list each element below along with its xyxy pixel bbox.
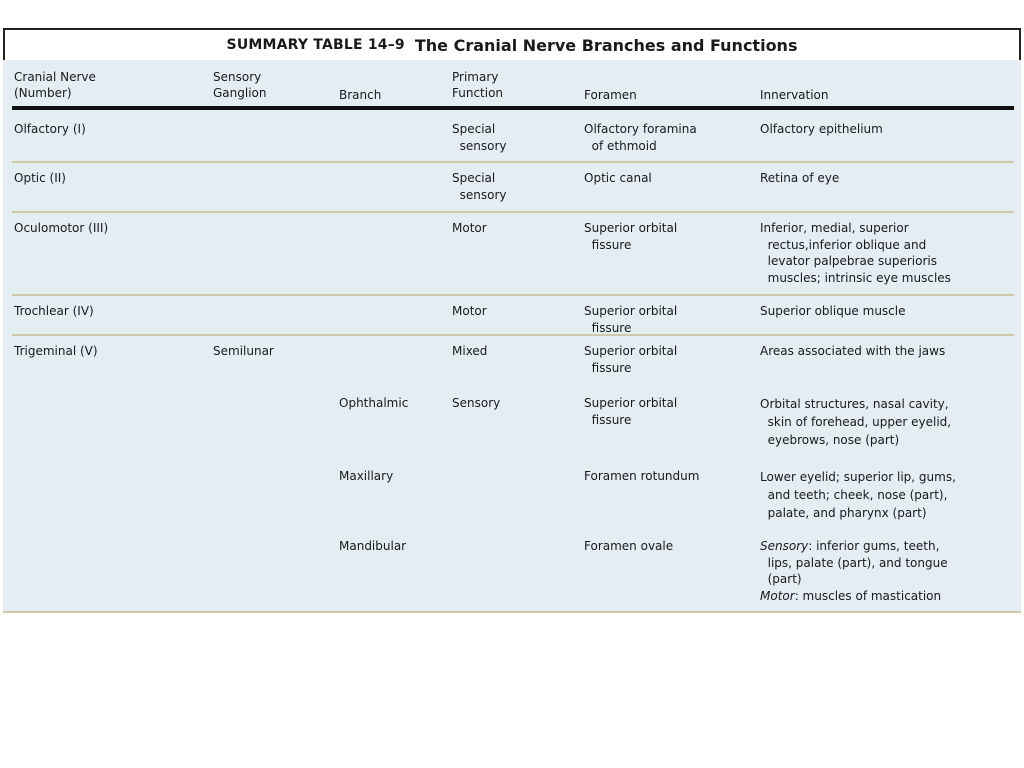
- motor-label: Motor: [760, 588, 795, 603]
- row-trochlear-nerve: Trochlear (IV): [14, 304, 94, 318]
- row-optic-innervation: Retina of eye: [760, 171, 840, 185]
- row-trigeminal-innervation: Areas associated with the jaws: [760, 344, 946, 358]
- row-optic-nerve: Optic (II): [14, 171, 66, 185]
- row-trigeminal-ganglion: Semilunar: [213, 344, 274, 358]
- row-maxillary-branch: Maxillary: [339, 469, 394, 483]
- row-divider: [12, 334, 1014, 336]
- row-optic-foramen: Optic canal: [584, 171, 652, 185]
- row-mandibular-innervation: [760, 538, 948, 604]
- row-ophthalmic-function: Sensory: [452, 396, 501, 410]
- header-foramen: Foramen: [584, 88, 637, 102]
- row-trigeminal-function: Mixed: [452, 344, 488, 358]
- row-trochlear-innervation: Superior oblique muscle: [760, 304, 906, 318]
- motor-text: : muscles of mastication: [794, 588, 942, 603]
- header-innervation: Innervation: [760, 88, 829, 102]
- row-oculomotor-function: Motor: [452, 221, 487, 235]
- table-title-bar: [3, 28, 1021, 60]
- row-trigeminal-foramen: Superior orbital fissure: [584, 344, 678, 375]
- row-optic-function: Special sensory: [452, 171, 507, 202]
- table-bottom-rule: [3, 611, 1021, 613]
- row-olfactory-nerve: Olfactory (I): [14, 122, 86, 136]
- row-ophthalmic-foramen: Superior orbital fissure: [584, 396, 678, 427]
- row-oculomotor-nerve: Oculomotor (III): [14, 221, 109, 235]
- header-sensory-ganglion: Sensory Ganglion: [213, 70, 267, 100]
- row-trochlear-foramen: Superior orbital fissure: [584, 304, 678, 335]
- header-primary-function: Primary Function: [452, 70, 504, 100]
- row-oculomotor-innervation: Inferior, medial, superior rectus,inferior oblique and levator palpebrae superioris muscles; intrinsic eye muscles: [760, 221, 951, 285]
- row-olfactory-innervation: Olfactory epithelium: [760, 122, 883, 136]
- header-rule: [12, 106, 1014, 110]
- sensory-label: Sensory: [760, 539, 809, 553]
- header-cranial-nerve: Cranial Nerve (Number): [14, 70, 96, 100]
- row-divider: [12, 211, 1014, 213]
- header-branch: Branch: [339, 88, 382, 102]
- row-olfactory-foramen: Olfactory foramina of ethmoid: [584, 122, 697, 153]
- table-title: The Cranial Nerve Branches and Functions: [414, 35, 798, 55]
- row-divider: [12, 294, 1014, 296]
- summary-table: [3, 28, 1021, 613]
- row-maxillary-foramen: Foramen rotundum: [584, 469, 700, 483]
- row-maxillary-innervation: Lower eyelid; superior lip, gums, and teeth; cheek, nose (part), palate, and pharynx (part): [760, 470, 956, 520]
- row-ophthalmic-innervation: Orbital structures, nasal cavity, skin of forehead, upper eyelid, eyebrows, nose (part): [760, 397, 952, 447]
- row-trigeminal-nerve: Trigeminal (V): [14, 344, 98, 358]
- row-olfactory-function: Special sensory: [452, 122, 507, 153]
- table-number: SUMMARY TABLE 14–9: [226, 37, 405, 53]
- row-ophthalmic-branch: Ophthalmic: [339, 396, 409, 410]
- row-trochlear-function: Motor: [452, 304, 487, 318]
- row-divider: [12, 161, 1014, 163]
- sensory-text: : inferior gums, teeth, lips, palate (part), and tongue (part): [767, 539, 948, 586]
- row-mandibular-branch: Mandibular: [339, 539, 407, 553]
- row-mandibular-foramen: Foramen ovale: [584, 539, 674, 553]
- row-oculomotor-foramen: Superior orbital fissure: [584, 221, 678, 252]
